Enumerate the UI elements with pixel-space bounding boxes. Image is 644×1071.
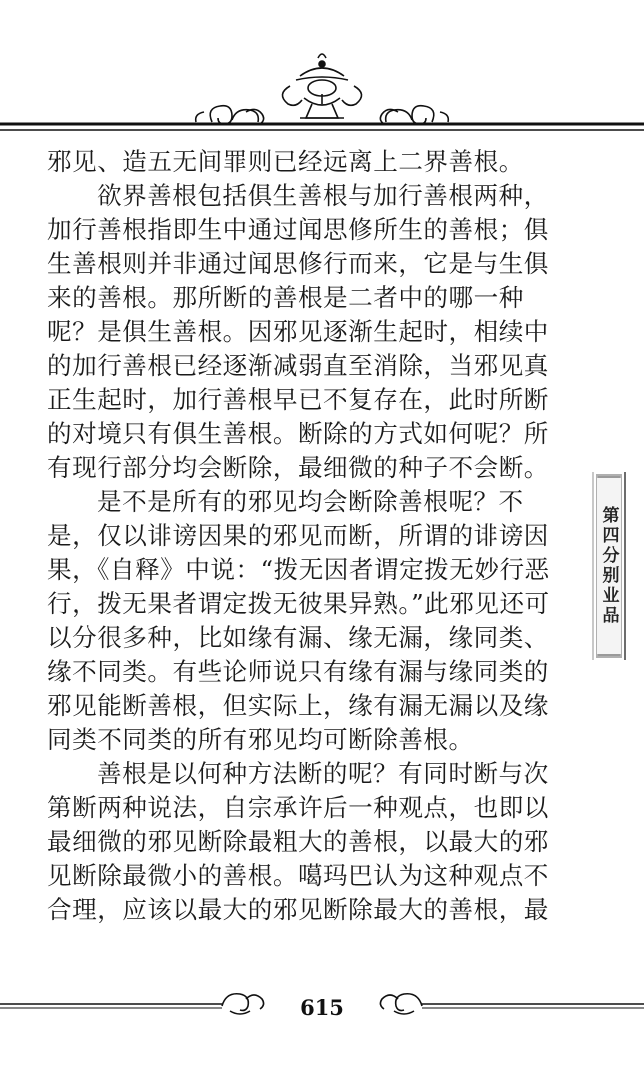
text-line: 欲界善根包括俱生善根与加行善根两种， [97,181,549,210]
page-number: 615 [300,995,344,1020]
text-line: 正生起时，加行善根早已不复存在，此时所断 [47,385,549,414]
text-line: 的对境只有俱生善根。断除的方式如何呢？所 [47,419,549,448]
text-line: 来的善根。那所断的善根是二者中的哪一种 [47,283,524,312]
text-line: 见断除最微小的善根。噶玛巴认为这种观点不 [47,861,549,890]
text-line: 的加行善根已经逐渐减弱直至消除，当邪见真 [47,351,549,380]
text-line: 呢？是俱生善根。因邪见逐渐生起时，相续中 [47,317,549,346]
text-line: 缘不同类。有些论师说只有缘有漏与缘同类的 [47,657,549,686]
text-line: 善根是以何种方法断的呢？有同时断与次 [97,759,549,788]
chapter-side-tab [592,472,626,660]
text-line: 生善根则并非通过闻思修行而来，它是与生俱 [47,249,549,278]
text-line: 是，仅以诽谤因果的邪见而断，所谓的诽谤因 [47,521,549,550]
text-line: 同类不同类的所有邪见均可断除善根。 [47,725,474,754]
text-line: 是不是所有的邪见均会断除善根呢？不 [97,487,524,516]
text-line: 果，《自释》中说：“拨无因者谓定拨无妙行恶 [47,555,550,584]
dharma-wheel-ornament-icon [0,0,644,140]
body-text [47,145,575,927]
text-line: 第断两种说法，自宗承许后一种观点，也即以 [47,793,549,822]
chapter-tab-label: 第四分别业品 [598,506,619,626]
text-line: 有现行部分均会断除，最细微的种子不会断。 [47,453,549,482]
text-line: 最细微的邪见断除最粗大的善根，以最大的邪 [47,827,549,856]
text-line: 邪见、造五无间罪则已经远离上二界善根。 [47,147,524,176]
text-line: 合理，应该以最大的邪见断除最大的善根，最 [47,895,549,924]
text-line: 以分很多种，比如缘有漏、缘无漏，缘同类、 [47,623,549,652]
text-line: 加行善根指即生中通过闻思修所生的善根；俱 [47,215,549,244]
page-header-ornament [0,0,644,140]
text-line: 行，拨无果者谓定拨无彼果异熟。”此邪见还可 [47,589,550,618]
text-line: 邪见能断善根，但实际上，缘有漏无漏以及缘 [47,691,549,720]
